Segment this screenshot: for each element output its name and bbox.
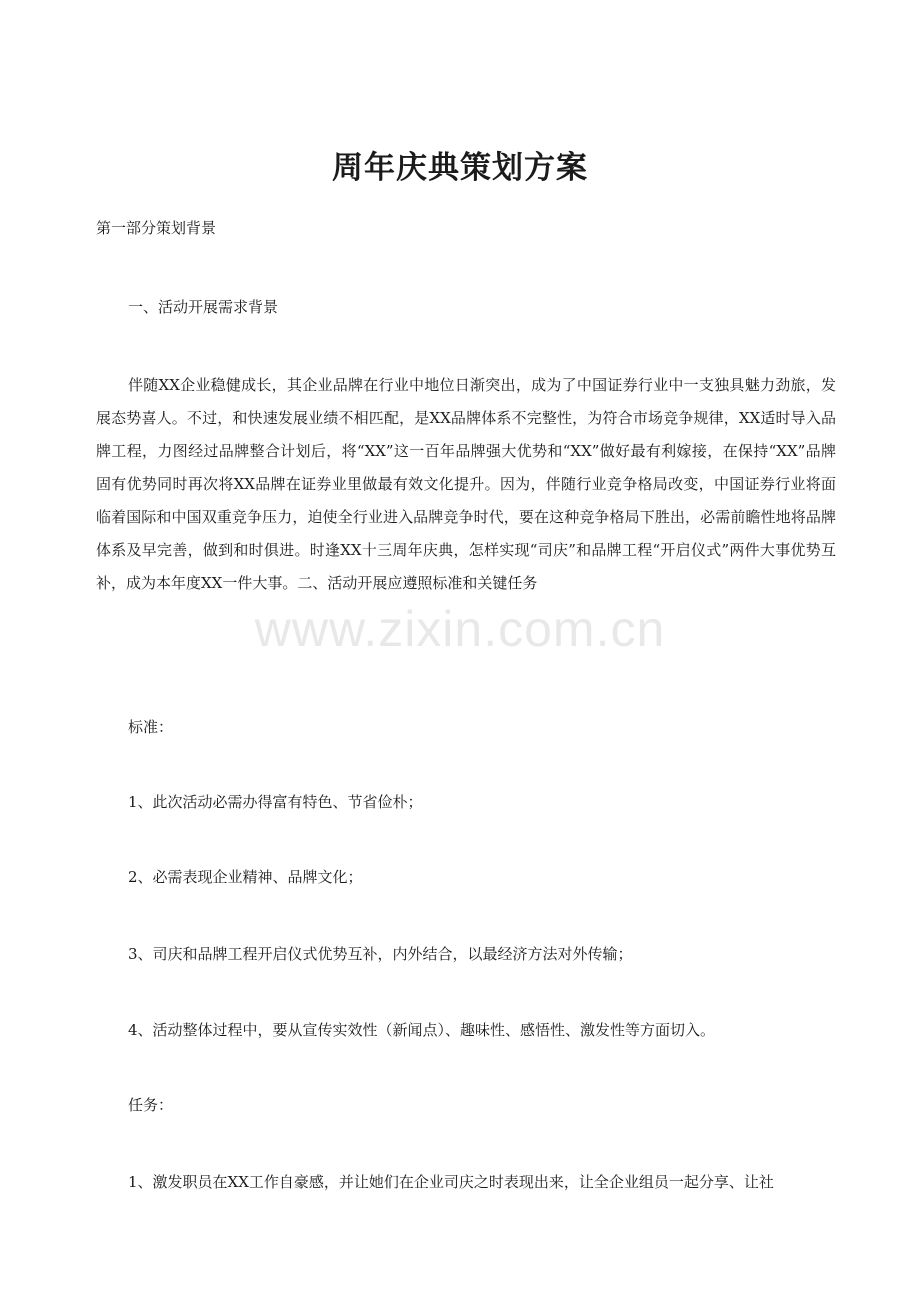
body-paragraph: 伴随XX企业稳健成长，其企业品牌在行业中地位日渐突出，成为了中国证券行业中一支独具魅力劲旅，发展态势喜人。不过，和快速发展业绩不相匹配，是XX品牌体系不完整性，为符合市场竞争规律，XX适时导入品牌工程，力图经过品牌整合计划后，将“XX”这一百年品牌强大优势和“XX”做好最有利嫁接，在保持“XX”品牌固有优势同时再次将XX品牌在证券业里做最有效文化提升。因为，伴随行业竞争格局改变，中国证券行业将面临着国际和中国双重竞争压力，迫使全行业进入品牌竞争时代，要在这种竞争格局下胜出，必需前瞻性地将品牌体系及早完善，做到和时俱进。时逢XX十三周年庆典，怎样实现“司庆”和品牌工程“开启仪式”两件大事优势互补，成为本年度XX一件大事。二、活动开展应遵照标准和关键任务 (96, 376, 836, 592)
subheading: 一、活动开展需求背景 (128, 298, 279, 316)
standards-item: 1、此次活动必需办得富有特色、节省俭朴； (128, 793, 423, 811)
tasks-item: 1、激发职员在XX工作自豪感，并让她们在企业司庆之时表现出来，让全企业组员一起分享、让社 (128, 1173, 774, 1191)
standards-item: 3、司庆和品牌工程开启仪式优势互补，内外结合，以最经济方法对外传输； (128, 945, 633, 963)
standards-item: 2、必需表现企业精神、品牌文化； (128, 868, 363, 886)
standards-label: 标准： (128, 718, 174, 736)
document-title: 周年庆典策划方案 (332, 150, 588, 186)
section-heading: 第一部分策划背景 (96, 219, 217, 237)
tasks-label: 任务： (128, 1096, 174, 1114)
watermark: www.zixin.com.cn (254, 601, 666, 657)
standards-item: 4、活动整体过程中，要从宣传实效性（新闻点）、趣味性、感悟性、激发性等方面切入。 (128, 1021, 716, 1039)
